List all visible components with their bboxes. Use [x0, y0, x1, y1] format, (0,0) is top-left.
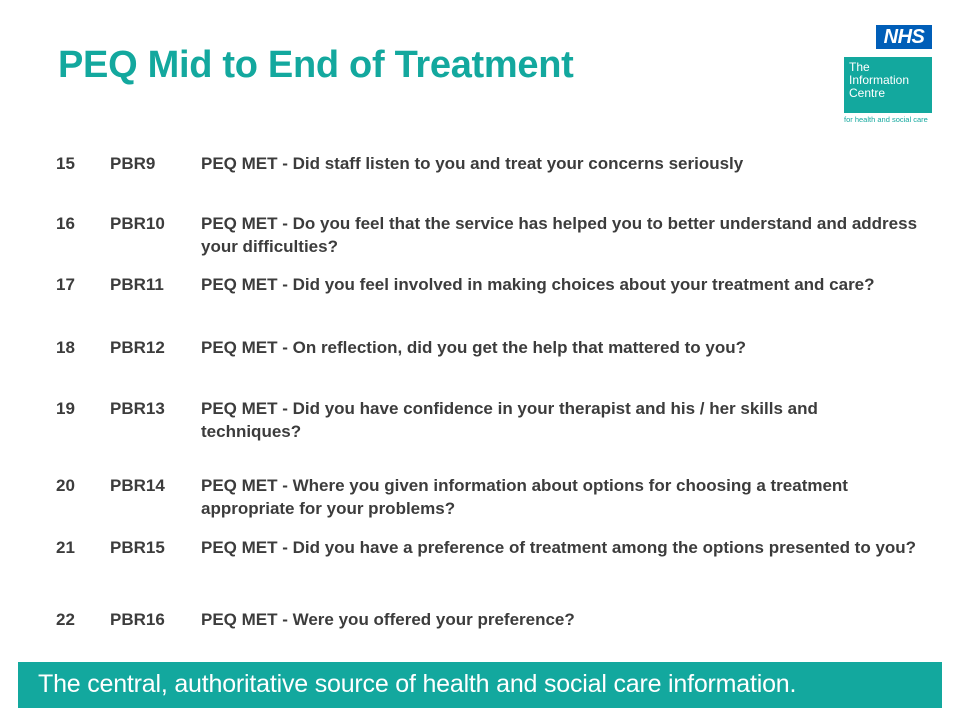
- item-question: PEQ MET - Did staff listen to you and treat your concerns seriously: [201, 154, 744, 173]
- item-code: PBR13: [110, 399, 165, 418]
- nhs-logo: NHS: [876, 25, 932, 49]
- item-question: PEQ MET - Do you feel that the service has helped you to better understand and address your difficulties?: [201, 214, 918, 256]
- item-number: 20: [56, 476, 75, 495]
- item-code: PBR9: [110, 154, 156, 173]
- logo-line-2: Information: [849, 73, 910, 87]
- item-number: 19: [56, 399, 75, 418]
- logo-line-1: The: [849, 60, 870, 74]
- item-code: PBR12: [110, 338, 165, 357]
- item-question: PEQ MET - Did you feel involved in making choices about your treatment and care?: [201, 275, 875, 294]
- item-number: 17: [56, 275, 75, 294]
- item-code: PBR15: [110, 538, 165, 557]
- page-title: PEQ Mid to End of Treatment: [58, 44, 574, 86]
- item-question: PEQ MET - Where you given information about options for choosing a treatment appropriate for your problems?: [201, 476, 848, 518]
- item-number: 16: [56, 214, 75, 233]
- item-question: PEQ MET - Were you offered your preference?: [201, 610, 575, 629]
- footer-tagline: The central, authoritative source of health and social care information.: [38, 670, 797, 698]
- item-question: PEQ MET - Did you have confidence in your therapist and his / her skills and techniques?: [201, 399, 818, 441]
- item-code: PBR10: [110, 214, 165, 233]
- footer-banner: [18, 662, 942, 708]
- item-number: 18: [56, 338, 75, 357]
- item-number: 22: [56, 610, 75, 629]
- logo-line-3: Centre: [849, 86, 886, 100]
- item-code: PBR16: [110, 610, 165, 629]
- item-code: PBR14: [110, 476, 165, 495]
- item-number: 15: [56, 154, 75, 173]
- item-code: PBR11: [110, 275, 164, 294]
- item-question: PEQ MET - On reflection, did you get the help that mattered to you?: [201, 338, 746, 357]
- item-number: 21: [56, 538, 75, 557]
- information-centre-logo: [844, 57, 932, 113]
- item-question: PEQ MET - Did you have a preference of treatment among the options presented to you?: [201, 538, 917, 557]
- logo-tagline: for health and social care: [844, 115, 928, 124]
